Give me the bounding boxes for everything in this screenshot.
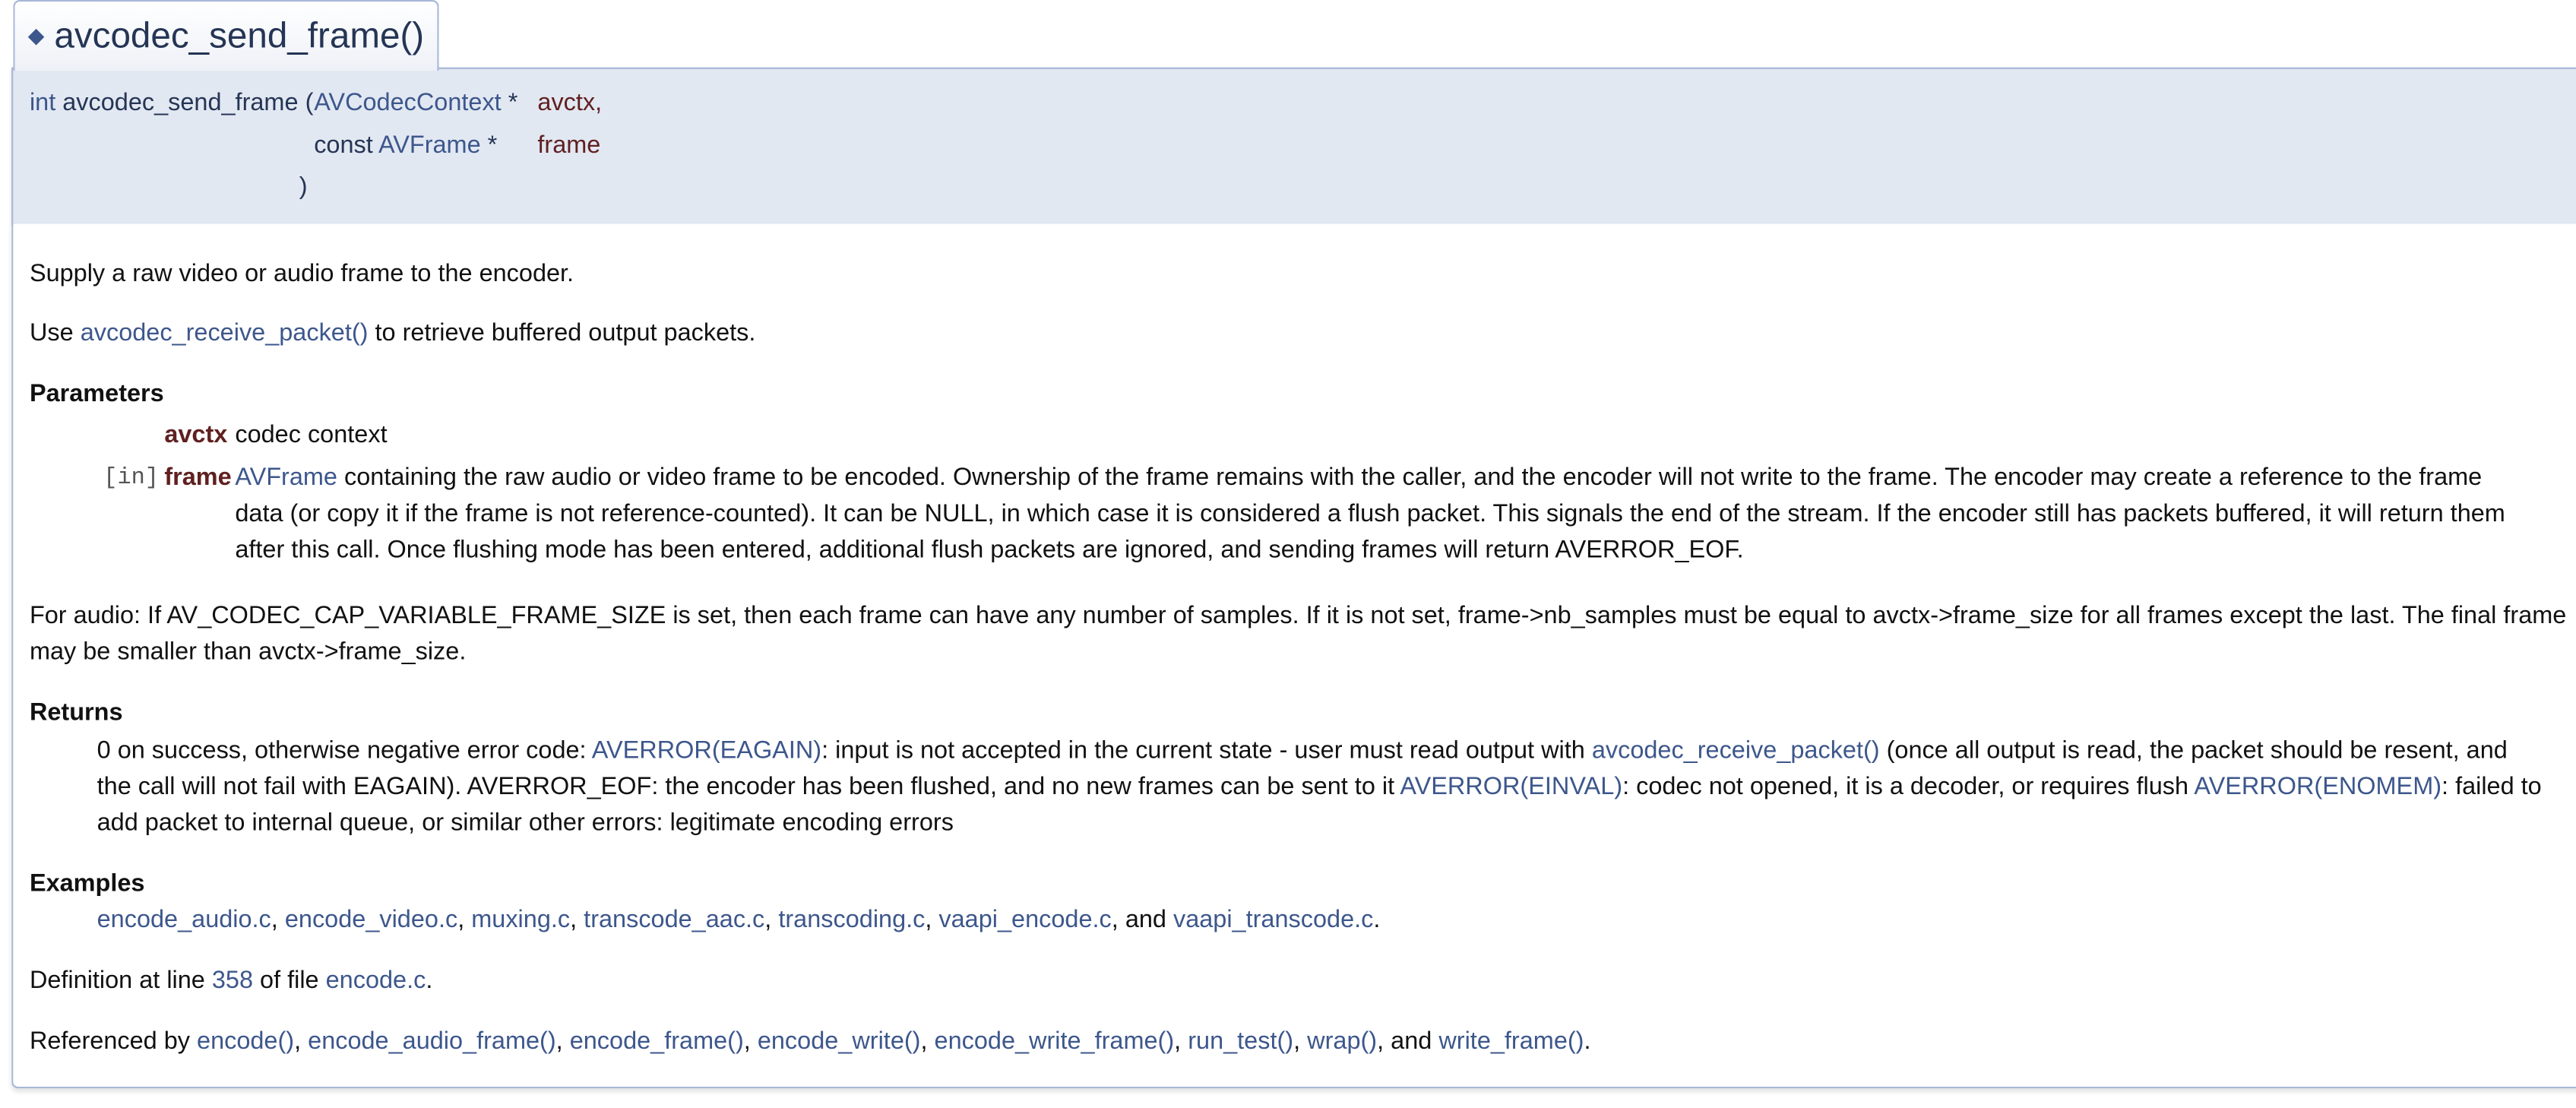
ref-link-wrap[interactable]: wrap() xyxy=(1307,1027,1378,1056)
ref-link-write-frame[interactable]: write_frame() xyxy=(1438,1027,1584,1056)
returns-line1 xyxy=(97,733,2508,770)
ref-link-encode-frame[interactable]: encode_frame() xyxy=(569,1027,744,1056)
definition-line-link[interactable]: 358 xyxy=(211,967,254,995)
param-desc-frame-line1 xyxy=(235,461,2482,497)
param-desc-frame-line2: data (or copy it if the frame is not reference-counted). It can be NULL, in which case it is considered a flush packet. This signals the end of the stream. If the encoder still has packets buffered, it will return them xyxy=(235,499,2505,528)
diamond-icon: ◆ xyxy=(27,23,45,48)
parameters-heading: Parameters xyxy=(29,379,164,408)
param-name-avctx: avctx xyxy=(164,420,228,449)
avcodec-receive-packet-link[interactable]: avcodec_receive_packet() xyxy=(80,318,369,347)
examples-list: encode_audio.c, encode_video.c, muxing.c, transcode_aac.c, transcoding.c, vaapi_encode.c, and vaapi_transcode.c. xyxy=(97,905,1381,934)
use-suffix: to retrieve buffered output packets. xyxy=(375,318,756,347)
definition-prefix: Definition at line xyxy=(29,967,205,995)
avcodec-receive-packet-link-2[interactable]: avcodec_receive_packet() xyxy=(1591,736,1880,765)
audio-note-line1: For audio: If AV_CODEC_CAP_VARIABLE_FRAME_SIZE is set, then each frame can have any number of samples. If it is not set, frame->nb_samples must be equal to avctx->frame_size for all frames except the last. The final frame xyxy=(29,601,2567,630)
param1-pointer: * xyxy=(508,88,518,117)
averror-enomem-link[interactable]: AVERROR(ENOMEM) xyxy=(2194,772,2442,801)
returns-text-2a: the call will not fail with EAGAIN). AVERROR_EOF: the encoder has been flushed, and no new frames can be sent to it xyxy=(97,772,1395,801)
averror-einval-link[interactable]: AVERROR(EINVAL) xyxy=(1400,772,1623,801)
param-dir-in: [in] xyxy=(103,465,159,492)
param2-type-cell xyxy=(314,131,497,160)
member-title-tab xyxy=(13,0,438,71)
example-link-muxing[interactable]: muxing.c xyxy=(471,905,571,934)
return-type: int xyxy=(29,88,56,117)
member-documentation xyxy=(11,223,2576,1088)
use-sentence xyxy=(30,315,755,352)
open-paren: ( xyxy=(305,88,314,117)
returns-line3: add packet to internal queue, or similar other errors: legitimate encoding errors xyxy=(97,809,954,837)
brief-description: Supply a raw video or audio frame to the encoder. xyxy=(29,259,574,288)
example-link-encode-audio[interactable]: encode_audio.c xyxy=(97,905,271,934)
examples-and: and xyxy=(1125,905,1166,934)
use-prefix: Use xyxy=(29,318,74,347)
averror-eagain-link[interactable]: AVERROR(EAGAIN) xyxy=(591,736,822,765)
returns-text-2b: : codec not opened, it is a decoder, or requires flush xyxy=(1622,772,2189,801)
ref-link-encode-write-frame[interactable]: encode_write_frame() xyxy=(934,1027,1175,1056)
definition-line: Definition at line 358 of file encode.c. xyxy=(29,967,433,995)
param2-name: frame xyxy=(537,131,601,160)
example-link-transcode-aac[interactable]: transcode_aac.c xyxy=(584,905,765,934)
param2-const: const xyxy=(314,131,373,160)
example-link-vaapi-transcode[interactable]: vaapi_transcode.c xyxy=(1172,905,1374,934)
param1-name: avctx, xyxy=(537,88,603,117)
examples-heading: Examples xyxy=(29,869,145,898)
ref-link-encode-write[interactable]: encode_write() xyxy=(757,1027,921,1056)
returns-text-1b: : input is not accepted in the current state - user must read output with xyxy=(821,736,1585,765)
param1-type-cell xyxy=(314,89,517,117)
definition-file-link[interactable]: encode.c xyxy=(325,967,426,995)
returns-text-1c: (once all output is read, the packet should be resent, and xyxy=(1886,736,2508,765)
referenced-prefix: Referenced by xyxy=(29,1027,190,1056)
ref-link-run-test[interactable]: run_test() xyxy=(1188,1027,1294,1056)
example-link-encode-video[interactable]: encode_video.c xyxy=(284,905,458,934)
audio-note-line2: may be smaller than avctx->frame_size. xyxy=(29,638,467,666)
referenced-and: and xyxy=(1391,1027,1432,1056)
param-desc-avctx: codec context xyxy=(235,420,388,449)
function-name: avcodec_send_frame xyxy=(62,88,299,117)
returns-heading: Returns xyxy=(29,698,123,727)
avframe-link[interactable]: AVFrame xyxy=(235,464,337,492)
definition-middle: of file xyxy=(260,967,319,995)
param-desc-frame-text1: containing the raw audio or video frame to be encoded. Ownership of the frame remains with the caller, and the encoder will not write to the frame. The encoder may create a reference to the frame xyxy=(344,464,2483,492)
param-desc-frame-line3: after this call. Once flushing mode has been entered, additional flush packets are ignored, and sending frames will return AVERROR_EOF. xyxy=(235,536,1744,565)
function-prototype xyxy=(11,68,2576,226)
param2-pointer: * xyxy=(487,131,498,160)
avframe-type-link[interactable]: AVFrame xyxy=(378,131,481,160)
returns-text-2c: : failed to xyxy=(2442,772,2542,801)
returns-text-1a: 0 on success, otherwise negative error code: xyxy=(97,736,587,765)
example-link-transcoding[interactable]: transcoding.c xyxy=(778,905,926,934)
member-title: avcodec_send_frame() xyxy=(54,14,425,56)
prototype-line-1 xyxy=(30,89,313,117)
param-name-frame: frame xyxy=(164,464,232,492)
returns-line2 xyxy=(97,769,2542,806)
ref-link-encode[interactable]: encode() xyxy=(197,1027,295,1056)
close-paren: ) xyxy=(299,173,308,201)
example-link-vaapi-encode[interactable]: vaapi_encode.c xyxy=(938,905,1112,934)
referenced-by-line: Referenced by encode(), encode_audio_frame(), encode_frame(), encode_write(), encode_write_frame(), run_test(), wrap(), and write_frame(). xyxy=(29,1027,1591,1056)
avcodeccontext-link[interactable]: AVCodecContext xyxy=(314,88,502,117)
ref-link-encode-audio-frame[interactable]: encode_audio_frame() xyxy=(308,1027,556,1056)
